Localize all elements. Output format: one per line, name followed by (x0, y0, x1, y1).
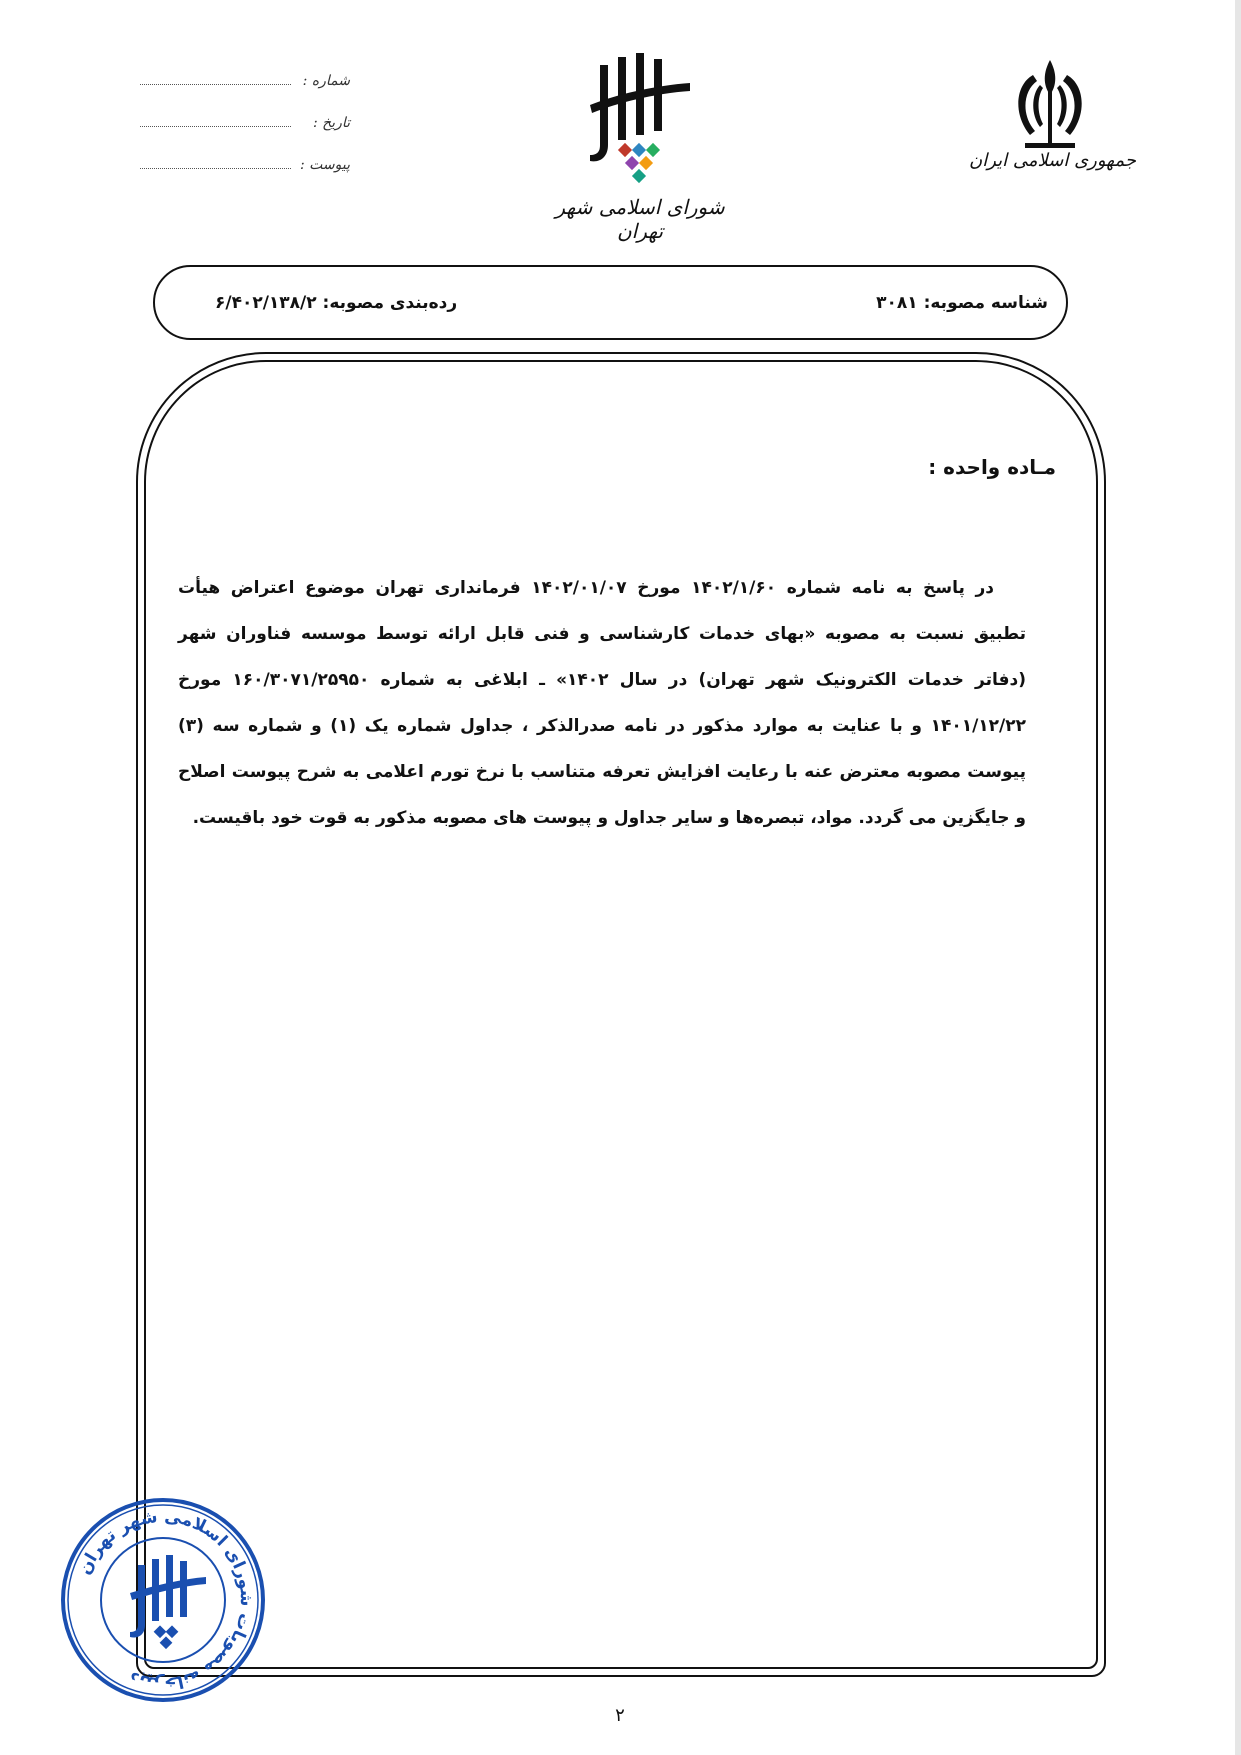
tehran-council-logo (560, 45, 710, 220)
meta-label: شماره : (302, 73, 350, 89)
scan-edge-shadow (1235, 0, 1241, 1755)
meta-line (140, 112, 291, 127)
meta-row-date (140, 112, 350, 154)
emblem-caption: جمهوری اسلامی ایران (969, 150, 1136, 171)
resolution-paragraph: در پاسخ به نامه شماره ۱۴۰۲/۱/۶۰ مورخ ۱۴۰۲/۰۱/۰۷ فرمانداری تهران موضوع اعتراض هیأت تطبیق نسبت به مصوبه «بهای خدمات کارشناسی و فنی قابل ارائه توسط موسسه فناوران شهر (دفاتر خدمات الکترونیک شهر تهران) در سال ۱۴۰۲» ـ ابلاغی به شماره ۱۶۰/۳۰۷۱/۲۵۹۵۰ مورخ ۱۴۰۱/۱۲/۲۲ و با عنایت به موارد مذکور در نامه صدرالذکر ، جداول شماره یک (۱) و شماره سه (۳) پیوست مصوبه معترض عنه با رعایت افزایش تعرفه متناسب با نرخ تورم اعلامی به شرح پیوست اصلاح و جایگزین می گردد. مواد، تبصره‌ها و سایر جداول و پیوست های مصوبه مذکور به قوت خود باقیست. (178, 578, 1026, 828)
page-number: ۲ (615, 1705, 625, 1726)
resolution-classification: رده‌بندی مصوبه: ۶/۴۰۲/۱۳۸/۲ (215, 292, 458, 313)
page-frame-inner (144, 360, 1098, 1669)
meta-label: پیوست : (300, 157, 350, 173)
section-title: مـاده واحده : (928, 455, 1056, 479)
meta-line (140, 154, 291, 169)
resolution-id-box (153, 265, 1068, 340)
resolution-id: شناسه مصوبه: ۳۰۸۱ (876, 292, 1048, 313)
letter-meta-fields (140, 70, 350, 196)
meta-row-attachment (140, 154, 350, 196)
meta-row-number (140, 70, 350, 112)
svg-text:دبیرخانه مصوبات شورای اسلامی ش: دبیرخانه مصوبات شورای اسلامی شهر تهران (74, 1506, 257, 1694)
official-stamp (58, 1495, 268, 1705)
meta-line (140, 70, 291, 85)
meta-label: تاریخ : (312, 115, 350, 131)
council-caption: شورای اسلامی شهر تهران (555, 195, 725, 243)
